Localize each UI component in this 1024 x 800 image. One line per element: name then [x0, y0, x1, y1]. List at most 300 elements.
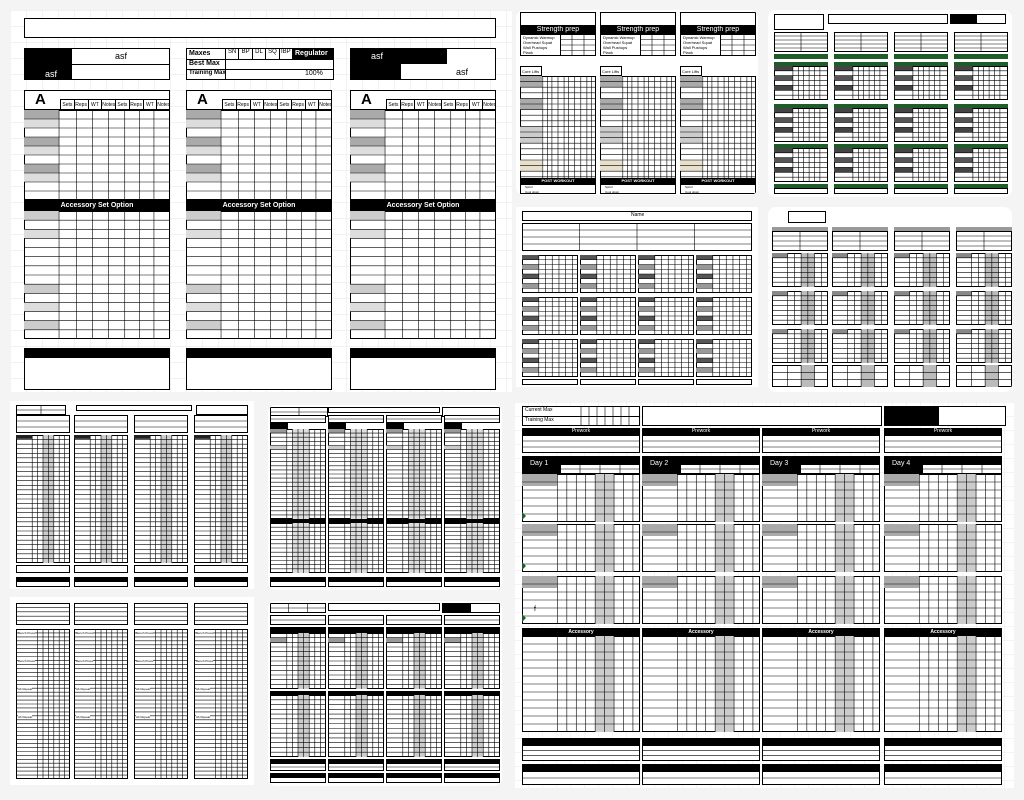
week-header-grid [800, 464, 880, 474]
template-preview-day-accessory[interactable] [268, 601, 502, 786]
current-max-label: Current Max [525, 407, 553, 413]
info-grid [74, 603, 128, 625]
day-column [350, 90, 496, 390]
info-grid [194, 603, 248, 625]
prep-row-label: Dynamic Warmup [603, 35, 635, 40]
name-label: Name [631, 212, 645, 218]
regulator-value: 100% [305, 70, 323, 77]
exercise-block [16, 629, 70, 779]
workout-grid [580, 255, 636, 293]
prep-row-label: Wall Pushups [683, 45, 708, 50]
footer-row [894, 188, 948, 194]
workout-grid [832, 329, 888, 363]
exercise-label: Ab Repeat [196, 687, 211, 691]
notes-row [444, 581, 500, 587]
green-header [894, 54, 948, 59]
lift-header: BP [238, 49, 251, 59]
prep-row-label: Overhead Squat [603, 40, 633, 45]
column-header: Sets [441, 100, 455, 110]
column-header: Notes [483, 102, 496, 108]
core-grid [328, 429, 384, 519]
accessory-grid [386, 523, 442, 573]
exercise-block [194, 629, 248, 779]
column-header: Reps [401, 102, 413, 108]
top-cell [680, 12, 756, 26]
notes-grid [642, 745, 760, 761]
exercise-block [74, 629, 128, 779]
notes-row [386, 777, 442, 783]
section-header-label: Strength prep [600, 26, 676, 34]
column-header-row [386, 99, 496, 110]
column-header: WT [250, 100, 264, 110]
workout-grid [834, 66, 888, 100]
lift-grid [328, 633, 384, 689]
day-letter: A [35, 91, 46, 108]
footer-row [16, 565, 70, 573]
exercise-label: Bench Press [196, 631, 214, 635]
prep-row-label: Overhead Squat [683, 40, 713, 45]
workout-grid [772, 253, 828, 287]
accessory-table [186, 211, 332, 339]
section-header-label: Accessory Set Option [350, 200, 496, 211]
column-header: WT [469, 100, 483, 110]
prework-grid [444, 615, 500, 625]
notes-header [186, 348, 332, 357]
footer-label: Cool down [605, 190, 620, 194]
template-preview-gray-blocks[interactable] [768, 207, 1012, 392]
column-header: Sets [115, 100, 129, 110]
prework-grid [194, 415, 248, 433]
accessory-grid [884, 636, 1002, 732]
header-box [642, 406, 882, 426]
prework-grid [884, 435, 1002, 453]
section-header-label: Accessory Set Option [186, 200, 332, 211]
info-grid [270, 603, 326, 613]
section-header-label: Prework [522, 428, 640, 435]
workout-grid [696, 255, 752, 293]
footer-box [520, 184, 596, 194]
day-label: Day 4 [892, 460, 911, 467]
lift-grid [522, 524, 640, 572]
workout-grid [956, 329, 1012, 363]
section-header-label: Accessory [884, 628, 1002, 636]
best-max-label: Best Max [189, 60, 220, 67]
notes-row [134, 581, 188, 587]
header-grid [386, 415, 442, 423]
notes-bar [762, 764, 880, 771]
notes-grid [884, 745, 1002, 761]
workout-grid [832, 253, 888, 287]
notes-grid [642, 771, 760, 785]
workout-grid [894, 253, 950, 287]
header-dark-box [884, 406, 938, 426]
header-box [828, 14, 948, 24]
workout-grid [894, 291, 950, 325]
footer-row [194, 565, 248, 573]
notes-grid [522, 771, 640, 785]
accessory-grid [444, 695, 500, 757]
prep-row-label: Overhead Squat [523, 40, 553, 45]
prework-grid [74, 415, 128, 433]
lift-header-row [225, 49, 293, 59]
exercise-grid [16, 629, 70, 779]
green-header [954, 54, 1008, 59]
core-lifts-label: Core Lifts [522, 69, 540, 74]
workout-grid [894, 66, 948, 100]
notes-bar [642, 738, 760, 745]
workout-grid [956, 253, 1012, 287]
section-header-label: Prework [884, 428, 1002, 435]
day-header [884, 456, 1002, 474]
workout-grid [772, 329, 828, 363]
template-preview-large[interactable] [514, 402, 1014, 788]
footer-label: Sprint [525, 185, 533, 189]
section-header-label: POST WORKOUT [680, 178, 756, 184]
prework-grid [386, 615, 442, 625]
header-box [788, 211, 826, 223]
notes-grid [772, 365, 828, 387]
lift-header: SQ [265, 49, 278, 59]
exercise-grid [194, 629, 248, 779]
core-label-box [520, 66, 542, 76]
prep-row-label: Dynamic Warmup [683, 35, 715, 40]
info-grid [772, 231, 828, 251]
section-header-label: Accessory [522, 628, 640, 636]
current-max-box [522, 406, 640, 426]
prep-row-label: Wall Pushups [523, 45, 548, 50]
maxes-label: Maxes [189, 50, 211, 57]
day-header [350, 90, 496, 110]
column-header: Sets [222, 100, 236, 110]
lift-grid [762, 474, 880, 522]
accessory-grid [522, 636, 640, 732]
footer-row [638, 379, 694, 385]
info-grid [894, 231, 950, 251]
header-box [328, 407, 440, 413]
section-header-label: Strength prep [520, 26, 596, 34]
core-grid [386, 429, 442, 519]
footer-label: Sprint [605, 185, 613, 189]
notes-grid [956, 365, 1012, 387]
notes-box[interactable] [350, 357, 496, 390]
workout-grid [638, 255, 694, 293]
lift-grid [522, 576, 640, 624]
day-letter: A [361, 91, 372, 108]
notes-row [328, 777, 384, 783]
footer-row [696, 379, 752, 385]
cell-note: f [534, 606, 536, 613]
lift-table [186, 110, 332, 200]
notes-row [386, 581, 442, 587]
workout-grid [16, 435, 70, 563]
exercise-label: Bench Press [136, 631, 154, 635]
lift-header: DL [252, 49, 265, 59]
accessory-grid [642, 636, 760, 732]
notes-grid [522, 745, 640, 761]
column-header: Notes [157, 102, 170, 108]
header-box [328, 603, 440, 611]
comment-marker-icon [522, 562, 526, 570]
exercise-label: Bench Press [136, 659, 154, 663]
footer-row [134, 565, 188, 573]
notes-grid [270, 763, 326, 771]
header-grid [270, 415, 326, 423]
week-header-grid [680, 464, 760, 474]
notes-header [350, 348, 496, 357]
profile-left-bottom: asf [45, 69, 58, 79]
exercise-label: Ab Repeat [76, 687, 91, 691]
notes-row [270, 581, 326, 587]
workout-grid [774, 108, 828, 142]
notes-grid [884, 771, 1002, 785]
day-label: Day 1 [530, 460, 549, 467]
workout-grid [696, 339, 752, 377]
lift-grid [762, 524, 880, 572]
accessory-grid [386, 695, 442, 757]
footer-row [834, 188, 888, 194]
workout-grid [774, 148, 828, 182]
section-header-label: POST WORKOUT [600, 178, 676, 184]
lift-grid [642, 576, 760, 624]
template-preview-strength-prep[interactable] [516, 10, 758, 195]
footer-row [74, 565, 128, 573]
workout-grid [894, 329, 950, 363]
notes-bar [642, 764, 760, 771]
notes-row [270, 777, 326, 783]
notes-grid [386, 763, 442, 771]
prep-grid [720, 34, 756, 56]
prep-grid [560, 34, 596, 56]
lift-grid [884, 524, 1002, 572]
day-header [522, 456, 640, 474]
exercise-label: Bench Press [18, 659, 36, 663]
footer-row [580, 379, 636, 385]
exercise-block [134, 629, 188, 779]
day-block [134, 435, 188, 563]
green-header [834, 54, 888, 59]
accessory-grid [270, 523, 326, 573]
column-header: WT [143, 100, 157, 110]
day-header [762, 456, 880, 474]
accessory-grid [270, 695, 326, 757]
workout-grid [954, 148, 1008, 182]
notes-grid [328, 763, 384, 771]
notes-box[interactable] [24, 357, 170, 390]
prep-row-label: Plank [683, 50, 694, 55]
column-header: Sets [386, 100, 400, 110]
lift-grid [642, 524, 760, 572]
header-right [976, 14, 1006, 24]
week-header-grid [560, 464, 640, 474]
prework-grid [522, 435, 640, 453]
header-box [196, 405, 248, 415]
template-preview-compact[interactable] [268, 405, 502, 590]
lift-grid [386, 633, 442, 689]
notes-grid [832, 365, 888, 387]
column-header: Notes [428, 102, 441, 108]
column-header-row [60, 99, 170, 110]
core-grid [444, 429, 500, 519]
notes-grid [762, 745, 880, 761]
prework-grid [642, 435, 760, 453]
exercise-label: Ab Repeat [18, 687, 33, 691]
column-header: Notes [102, 102, 115, 108]
prework-grid [270, 615, 326, 625]
workout-grid [954, 66, 1008, 100]
column-header: WT [414, 100, 428, 110]
core-lifts-label: Core Lifts [682, 69, 700, 74]
prep-grid [640, 34, 676, 56]
workout-grid [696, 297, 752, 335]
lift-grid [522, 474, 640, 522]
prework-grid [762, 435, 880, 453]
workout-grid [74, 435, 128, 563]
column-header: Reps [75, 102, 87, 108]
core-label-box [600, 66, 622, 76]
week-header-grid [922, 464, 1002, 474]
prework-grid [134, 415, 188, 433]
exercise-label: Ab Repeat [18, 715, 33, 719]
exercise-label: Bench Press [18, 631, 36, 635]
workout-grid [134, 435, 188, 563]
workout-grid [522, 255, 578, 293]
notes-bar [884, 738, 1002, 745]
workout-grid [894, 148, 948, 182]
footer-row [954, 188, 1008, 194]
info-grid [16, 603, 70, 625]
core-lift-grid [520, 76, 596, 188]
notes-row [16, 581, 70, 587]
footer-label: Sprint [685, 185, 693, 189]
prework-grid [328, 615, 384, 625]
lift-table [350, 110, 496, 200]
template-preview-main[interactable] [10, 10, 512, 392]
header-box [470, 603, 500, 613]
comment-marker-icon [522, 614, 526, 622]
column-header: Notes [319, 102, 332, 108]
section-header-label: Accessory [642, 628, 760, 636]
notes-bar [884, 764, 1002, 771]
workout-grid [194, 435, 248, 563]
day-column [24, 90, 170, 390]
column-header: WT [305, 100, 319, 110]
workout-grid [774, 66, 828, 100]
template-preview-bench[interactable] [10, 597, 254, 785]
info-grid [956, 231, 1012, 251]
column-header: Notes [264, 102, 277, 108]
header-right-box [938, 406, 1006, 426]
workout-grid [832, 291, 888, 325]
name-bar [522, 211, 752, 221]
workout-grid [956, 291, 1012, 325]
footer-label: Cool down [685, 190, 700, 194]
workout-grid [638, 339, 694, 377]
column-header: Sets [277, 100, 291, 110]
exercise-label: Ab Repeat [136, 715, 151, 719]
lift-grid [270, 633, 326, 689]
column-header-row [222, 99, 332, 110]
column-header: Reps [456, 102, 468, 108]
notes-row [444, 777, 500, 783]
top-cell [520, 12, 596, 26]
section-header-label: POST WORKOUT [520, 178, 596, 184]
prework-grid [16, 415, 70, 433]
profile-left-top: asf [115, 51, 128, 61]
prep-row-label: Plank [603, 50, 614, 55]
title-box [24, 18, 496, 38]
maxes-table [186, 48, 334, 80]
template-preview-green-header[interactable] [768, 10, 1012, 197]
column-header: Reps [237, 102, 249, 108]
day-label: Day 2 [650, 460, 669, 467]
day-header [186, 90, 332, 110]
section-header-label: Prework [762, 428, 880, 435]
footer-box [600, 184, 676, 194]
accessory-grid [328, 695, 384, 757]
comment-marker-icon [522, 512, 526, 520]
section-header-label: Accessory Set Option [24, 200, 170, 211]
exercise-grid [74, 629, 128, 779]
footer-box [680, 184, 756, 194]
section-header-label: Strength prep [680, 26, 756, 34]
header-box [76, 405, 192, 411]
column-header: Reps [292, 102, 304, 108]
day-label: Day 3 [770, 460, 789, 467]
lift-header: IBP [279, 49, 293, 59]
exercise-label: Bench Press [76, 659, 94, 663]
core-lift-grid [600, 76, 676, 188]
section-header-label: Prework [642, 428, 760, 435]
workout-grid [638, 297, 694, 335]
template-preview-named[interactable] [516, 207, 758, 387]
column-header: Sets [60, 100, 74, 110]
notes-box[interactable] [186, 357, 332, 390]
header-info [774, 14, 824, 30]
notes-header [24, 348, 170, 357]
info-grid [16, 405, 66, 415]
notes-row [194, 581, 248, 587]
template-preview-four-day[interactable] [10, 401, 254, 589]
accessory-grid [444, 523, 500, 573]
day-block [16, 435, 70, 563]
info-grid [954, 32, 1008, 52]
green-header [774, 54, 828, 59]
prep-row-label: Wall Pushups [603, 45, 628, 50]
info-grid [522, 223, 752, 251]
training-max-label: Training Max [525, 417, 554, 423]
prep-row-label: Plank [523, 50, 534, 55]
exercise-label: Bench Press [76, 631, 94, 635]
core-lift-grid [680, 76, 756, 188]
header-dark [442, 603, 470, 613]
exercise-grid [134, 629, 188, 779]
info-grid [134, 603, 188, 625]
profile-right-bottom: asf [456, 67, 469, 77]
info-grid [894, 32, 948, 52]
notes-bar [762, 738, 880, 745]
notes-row [74, 581, 128, 587]
footer-row [522, 379, 578, 385]
notes-row [328, 581, 384, 587]
prep-row-label: Dynamic Warmup [523, 35, 555, 40]
accessory-grid [762, 636, 880, 732]
workout-grid [772, 291, 828, 325]
profile-right-top: asf [371, 51, 384, 61]
exercise-label: Bench Press [196, 659, 214, 663]
section-header-label: Accessory [762, 628, 880, 636]
notes-grid [444, 763, 500, 771]
accessory-grid [328, 523, 384, 573]
